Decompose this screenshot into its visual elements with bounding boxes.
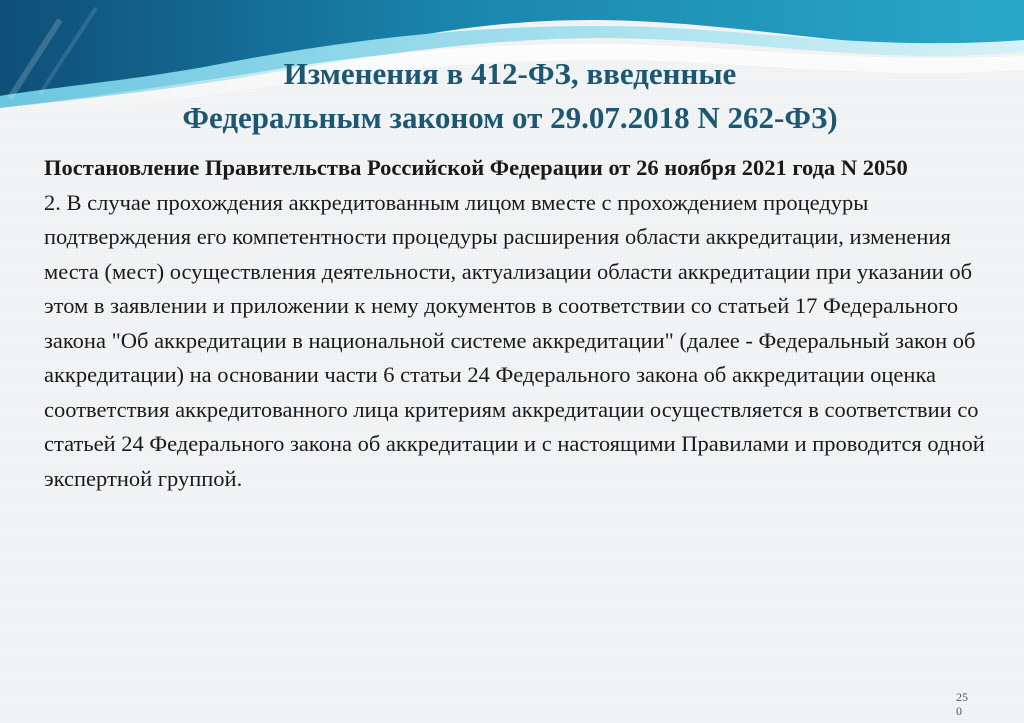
slide-title-line-1: Изменения в 412-ФЗ, введенные bbox=[283, 56, 737, 91]
page-number: 25 0 bbox=[956, 690, 968, 718]
slide-title-line-2: Федеральным законом от 29.07.2018 N 262-ФЗ) bbox=[182, 100, 838, 135]
slide-body bbox=[44, 151, 994, 496]
decree-paragraph: 2. В случае прохождения аккредитованным лицом вместе с прохождением процедуры подтверждения его компетентности процедуры расширения области аккредитации, изменения места (мест) осуществления деятельности, актуализации области аккредитации при указании об этом в заявлении и приложении к нему документов в соответствии со статьей 17 Федерального закона "Об аккредитации в национальной системе аккредитации" (далее - Федеральный закон об аккредитации) на основании части 6 статьи 24 Федерального закона об аккредитации оценка соответствия аккредитованного лица критериям аккредитации осуществляется в соответствии со статьей 24 Федерального закона об аккредитации и с настоящими Правилами и проводится одной экспертной группой. bbox=[44, 189, 985, 491]
decree-heading: Постановление Правительства Российской Федерации от 26 ноября 2021 года N 2050 bbox=[44, 155, 908, 180]
slide-title bbox=[60, 52, 960, 140]
